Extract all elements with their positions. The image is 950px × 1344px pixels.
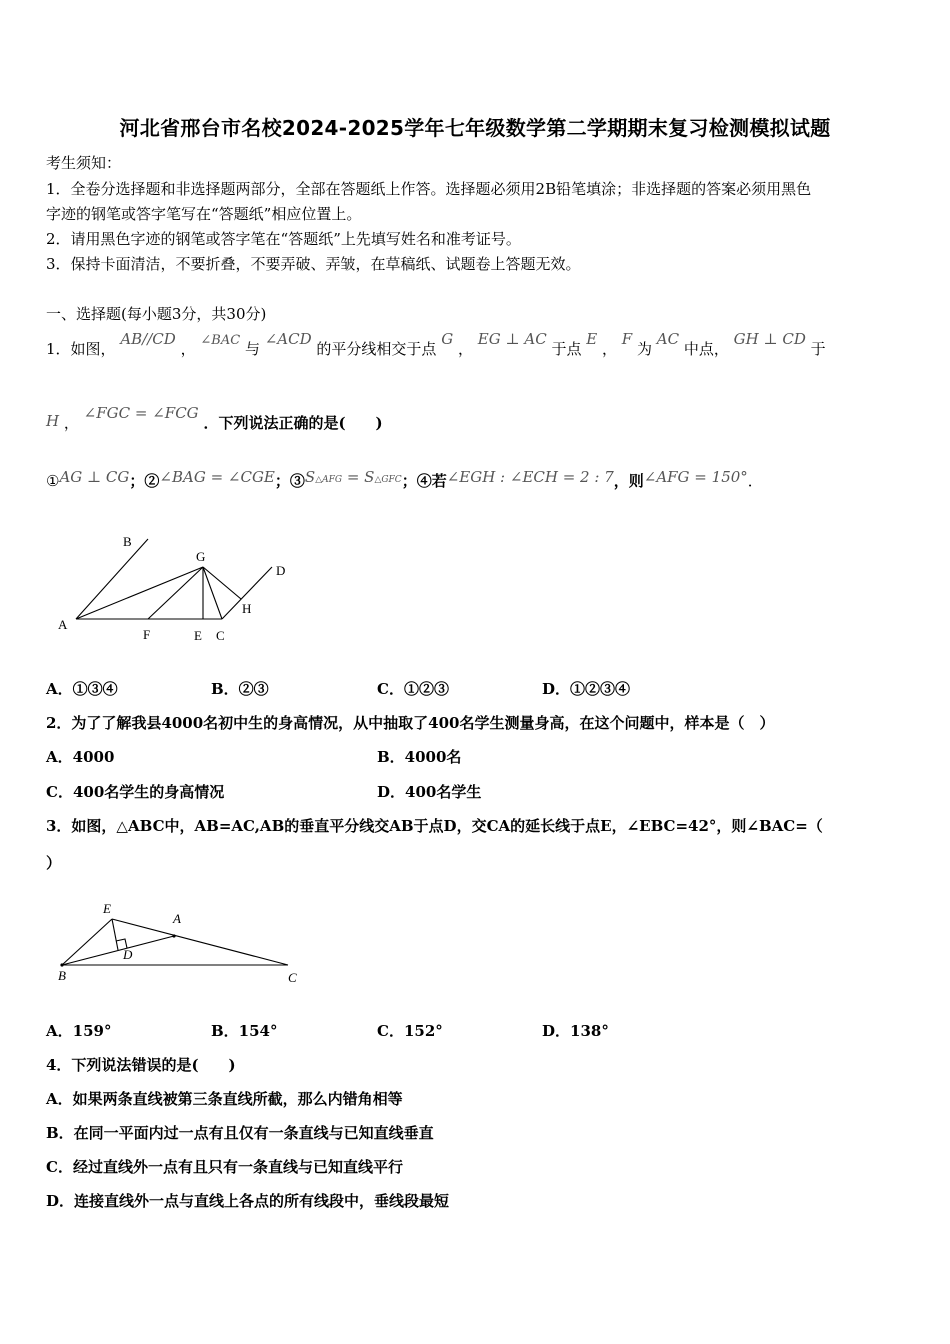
math-expr: ∠BAC xyxy=(200,333,241,348)
label-b: B xyxy=(123,534,132,549)
label-e: E xyxy=(194,628,202,643)
line-fg xyxy=(148,567,203,619)
question-3: 3．如图，△ABC中，AB=AC,AB的垂直平分线交AB于点D，交CA的延长线于点E，∠EBC=42°，则∠BAC=（ xyxy=(46,817,823,835)
math-expr: AG ⊥ CG xyxy=(59,468,130,486)
notice-item-3: 3．保持卡面清洁，不要折叠，不要弄破、弄皱，在草稿纸、试题卷上答题无效。 xyxy=(46,255,581,273)
math-expr: H xyxy=(46,412,60,430)
point-a xyxy=(172,934,175,937)
q2-option-c[interactable]: C．400名学生的身高情况 xyxy=(46,783,225,801)
question-3-cont: ） xyxy=(46,854,62,872)
label-f: F xyxy=(143,627,151,642)
line-ec xyxy=(112,919,288,965)
label-a: A xyxy=(58,617,68,632)
q4-option-d[interactable]: D．连接直线外一点与直线上各点的所有线段中，垂线段最短 xyxy=(46,1192,450,1210)
question-1-figure xyxy=(50,530,300,645)
notice-item-1-cont: 字迹的钢笔或答字笔写在“答题纸”相应位置上。 xyxy=(46,205,362,223)
label-c: C xyxy=(288,970,297,985)
q4-option-b[interactable]: B．在同一平面内过一点有且仅有一条直线与已知直线垂直 xyxy=(46,1124,434,1142)
label-d: D xyxy=(123,947,133,962)
math-expr: ∠BAG = ∠CGE xyxy=(159,468,275,486)
q2-option-a[interactable]: A．4000 xyxy=(46,748,115,766)
q3-option-b[interactable]: B．154° xyxy=(211,1022,278,1040)
math-expr: AB//CD xyxy=(120,330,176,348)
page-title: 河北省邢台市名校2024-2025学年七年级数学第二学期期末复习检测模拟试题 xyxy=(119,116,831,140)
math-expr: ∠FGC = ∠FCG xyxy=(83,404,199,422)
question-1-statements: ①AG ⊥ CG；②∠BAG = ∠CGE；③S△AFG = S△GFC；④若∠EGH : ∠ECH = 2 : 7，则∠AFG = 150°． xyxy=(46,468,763,490)
math-expr: ∠EGH : ∠ECH = 2 : 7 xyxy=(446,468,614,486)
math-expr: ∠ACD xyxy=(264,330,312,348)
label-e: E xyxy=(103,901,111,916)
notice-item-1: 1．全卷分选择题和非选择题两部分，全部在答题纸上作答。选择题必须用2B铅笔填涂；非选择题的答案必须用黑色 xyxy=(46,180,812,198)
label-b: B xyxy=(58,968,66,983)
q3-option-c[interactable]: C．152° xyxy=(377,1022,443,1040)
q4-option-a[interactable]: A．如果两条直线被第三条直线所截，那么内错角相等 xyxy=(46,1090,403,1108)
math-expr: G xyxy=(441,330,454,348)
math-expr: AC xyxy=(656,330,680,348)
math-expr: EG ⊥ AC xyxy=(477,330,547,348)
label-d: D xyxy=(276,563,286,578)
label-c: C xyxy=(216,628,225,643)
point-b xyxy=(60,963,63,966)
section-heading: 一、选择题(每小题3分，共30分) xyxy=(46,305,267,323)
q1-option-a[interactable]: A．①③④ xyxy=(46,680,118,698)
q1-option-b[interactable]: B．②③ xyxy=(211,680,269,698)
q1-option-c[interactable]: C．①②③ xyxy=(377,680,449,698)
line-ab xyxy=(76,539,148,619)
q3-option-a[interactable]: A．159° xyxy=(46,1022,112,1040)
question-1-line-1: 1．如图， AB//CD ， ∠BAC 与 ∠ACD 的平分线相交于点 G ， EG ⊥ AC 于点 E ， F 为 AC 中点， GH ⊥ CD 于 xyxy=(46,330,826,358)
math-expr: F xyxy=(621,330,633,348)
label-h: H xyxy=(242,601,252,616)
question-3-figure xyxy=(50,898,310,990)
notice-item-2: 2．请用黑色字迹的钢笔或答字笔在“答题纸”上先填写姓名和准考证号。 xyxy=(46,230,521,248)
question-4: 4．下列说法错误的是( ) xyxy=(46,1056,236,1074)
question-1-line-2: H ， ∠FGC = ∠FCG ．下列说法正确的是( ) xyxy=(46,404,383,432)
q3-option-d[interactable]: D．138° xyxy=(542,1022,609,1040)
label-a: A xyxy=(173,911,181,926)
line-ag xyxy=(76,567,203,619)
line-ed xyxy=(112,919,118,950)
math-expr: ∠AFG = 150° xyxy=(643,468,748,486)
notice-heading: 考生须知： xyxy=(46,154,122,172)
question-2: 2．为了了解我县4000名初中生的身高情况，从中抽取了400名学生测量身高，在这个问题中，样本是（ ） xyxy=(46,714,775,732)
math-expr: GH ⊥ CD xyxy=(733,330,806,348)
q1-option-d[interactable]: D．①②③④ xyxy=(542,680,631,698)
q2-option-b[interactable]: B．4000名 xyxy=(377,748,462,766)
label-g: G xyxy=(196,549,206,564)
math-expr: E xyxy=(586,330,598,348)
q2-option-d[interactable]: D．400名学生 xyxy=(377,783,482,801)
math-expr: S△AFG = S△GFC xyxy=(304,468,402,486)
q4-option-c[interactable]: C．经过直线外一点有且只有一条直线与已知直线平行 xyxy=(46,1158,403,1176)
